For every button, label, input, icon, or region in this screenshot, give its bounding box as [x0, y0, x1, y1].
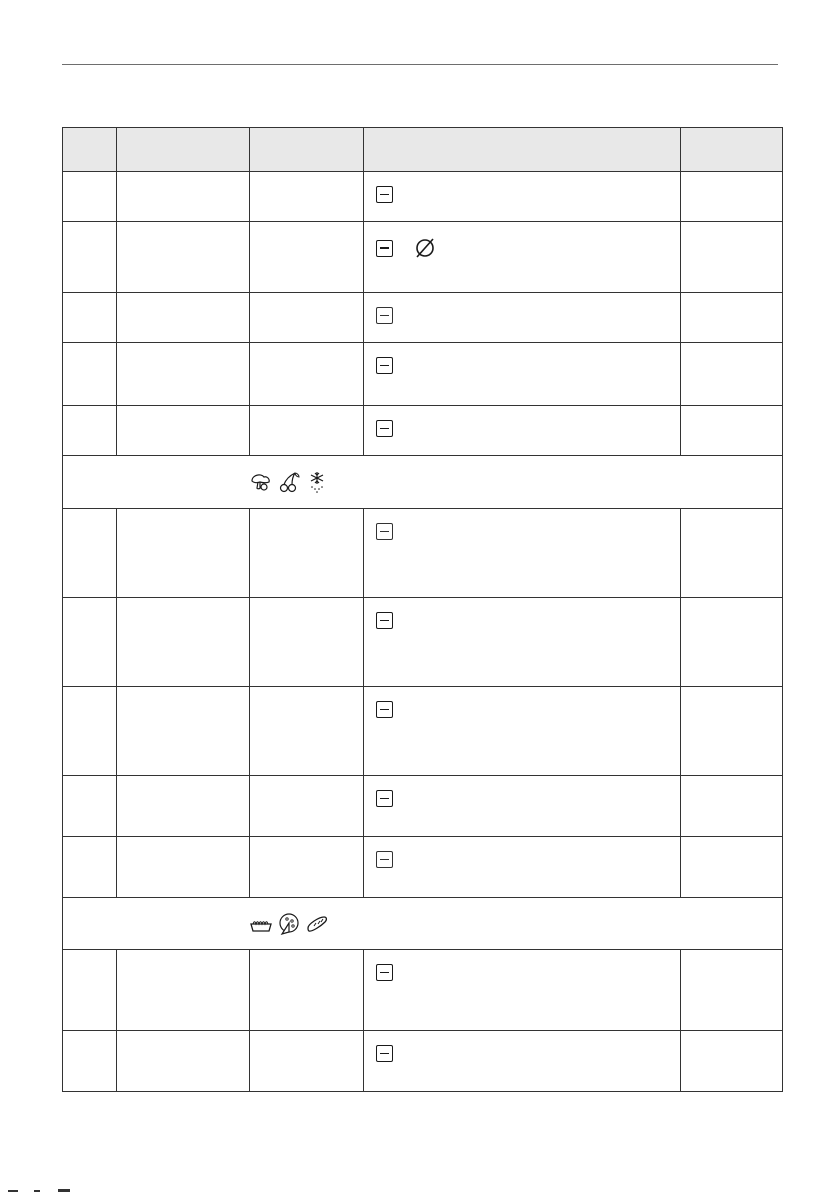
table-row [63, 950, 783, 1031]
table-row [63, 343, 783, 406]
bottom-heat-icon [376, 523, 393, 540]
baguette-icon [305, 912, 329, 936]
table-row [63, 837, 783, 898]
header-cell [117, 128, 250, 172]
table-header-row [63, 128, 783, 172]
page-footer-mark [0, 1184, 110, 1192]
bottom-heat-icon [376, 701, 393, 718]
table-row [63, 509, 783, 598]
bottom-heat-icon [376, 964, 393, 981]
table-row [63, 687, 783, 776]
bottom-heat-icon [376, 307, 393, 324]
header-cell [681, 128, 783, 172]
cherries-icon [277, 470, 301, 494]
baking-tray-icon [249, 912, 273, 936]
pizza-icon [277, 912, 301, 936]
table-row [63, 293, 783, 343]
frozen-icon [305, 470, 329, 494]
table-row [63, 776, 783, 837]
header-cell [250, 128, 364, 172]
bottom-heat-icon [376, 1045, 393, 1062]
table-row [63, 172, 783, 222]
table-row [63, 406, 783, 456]
header-rule [62, 64, 778, 65]
bottom-heat-icon [376, 186, 393, 203]
bottom-heat-icon [376, 420, 393, 437]
header-cell [63, 128, 117, 172]
header-cell [364, 128, 681, 172]
bottom-heat-icon [376, 790, 393, 807]
mushroom-icon [249, 470, 273, 494]
section-row [63, 898, 783, 950]
bottom-heat-icon [376, 357, 393, 374]
bottom-heat-icon [376, 612, 393, 629]
no-heat-icon [413, 236, 437, 260]
table-row [63, 1031, 783, 1092]
settings-table [62, 127, 783, 1092]
table-row [63, 222, 783, 293]
section-row [63, 456, 783, 509]
bottom-heat-icon [376, 851, 393, 868]
table-row [63, 598, 783, 687]
bottom-heat-icon [376, 240, 393, 257]
